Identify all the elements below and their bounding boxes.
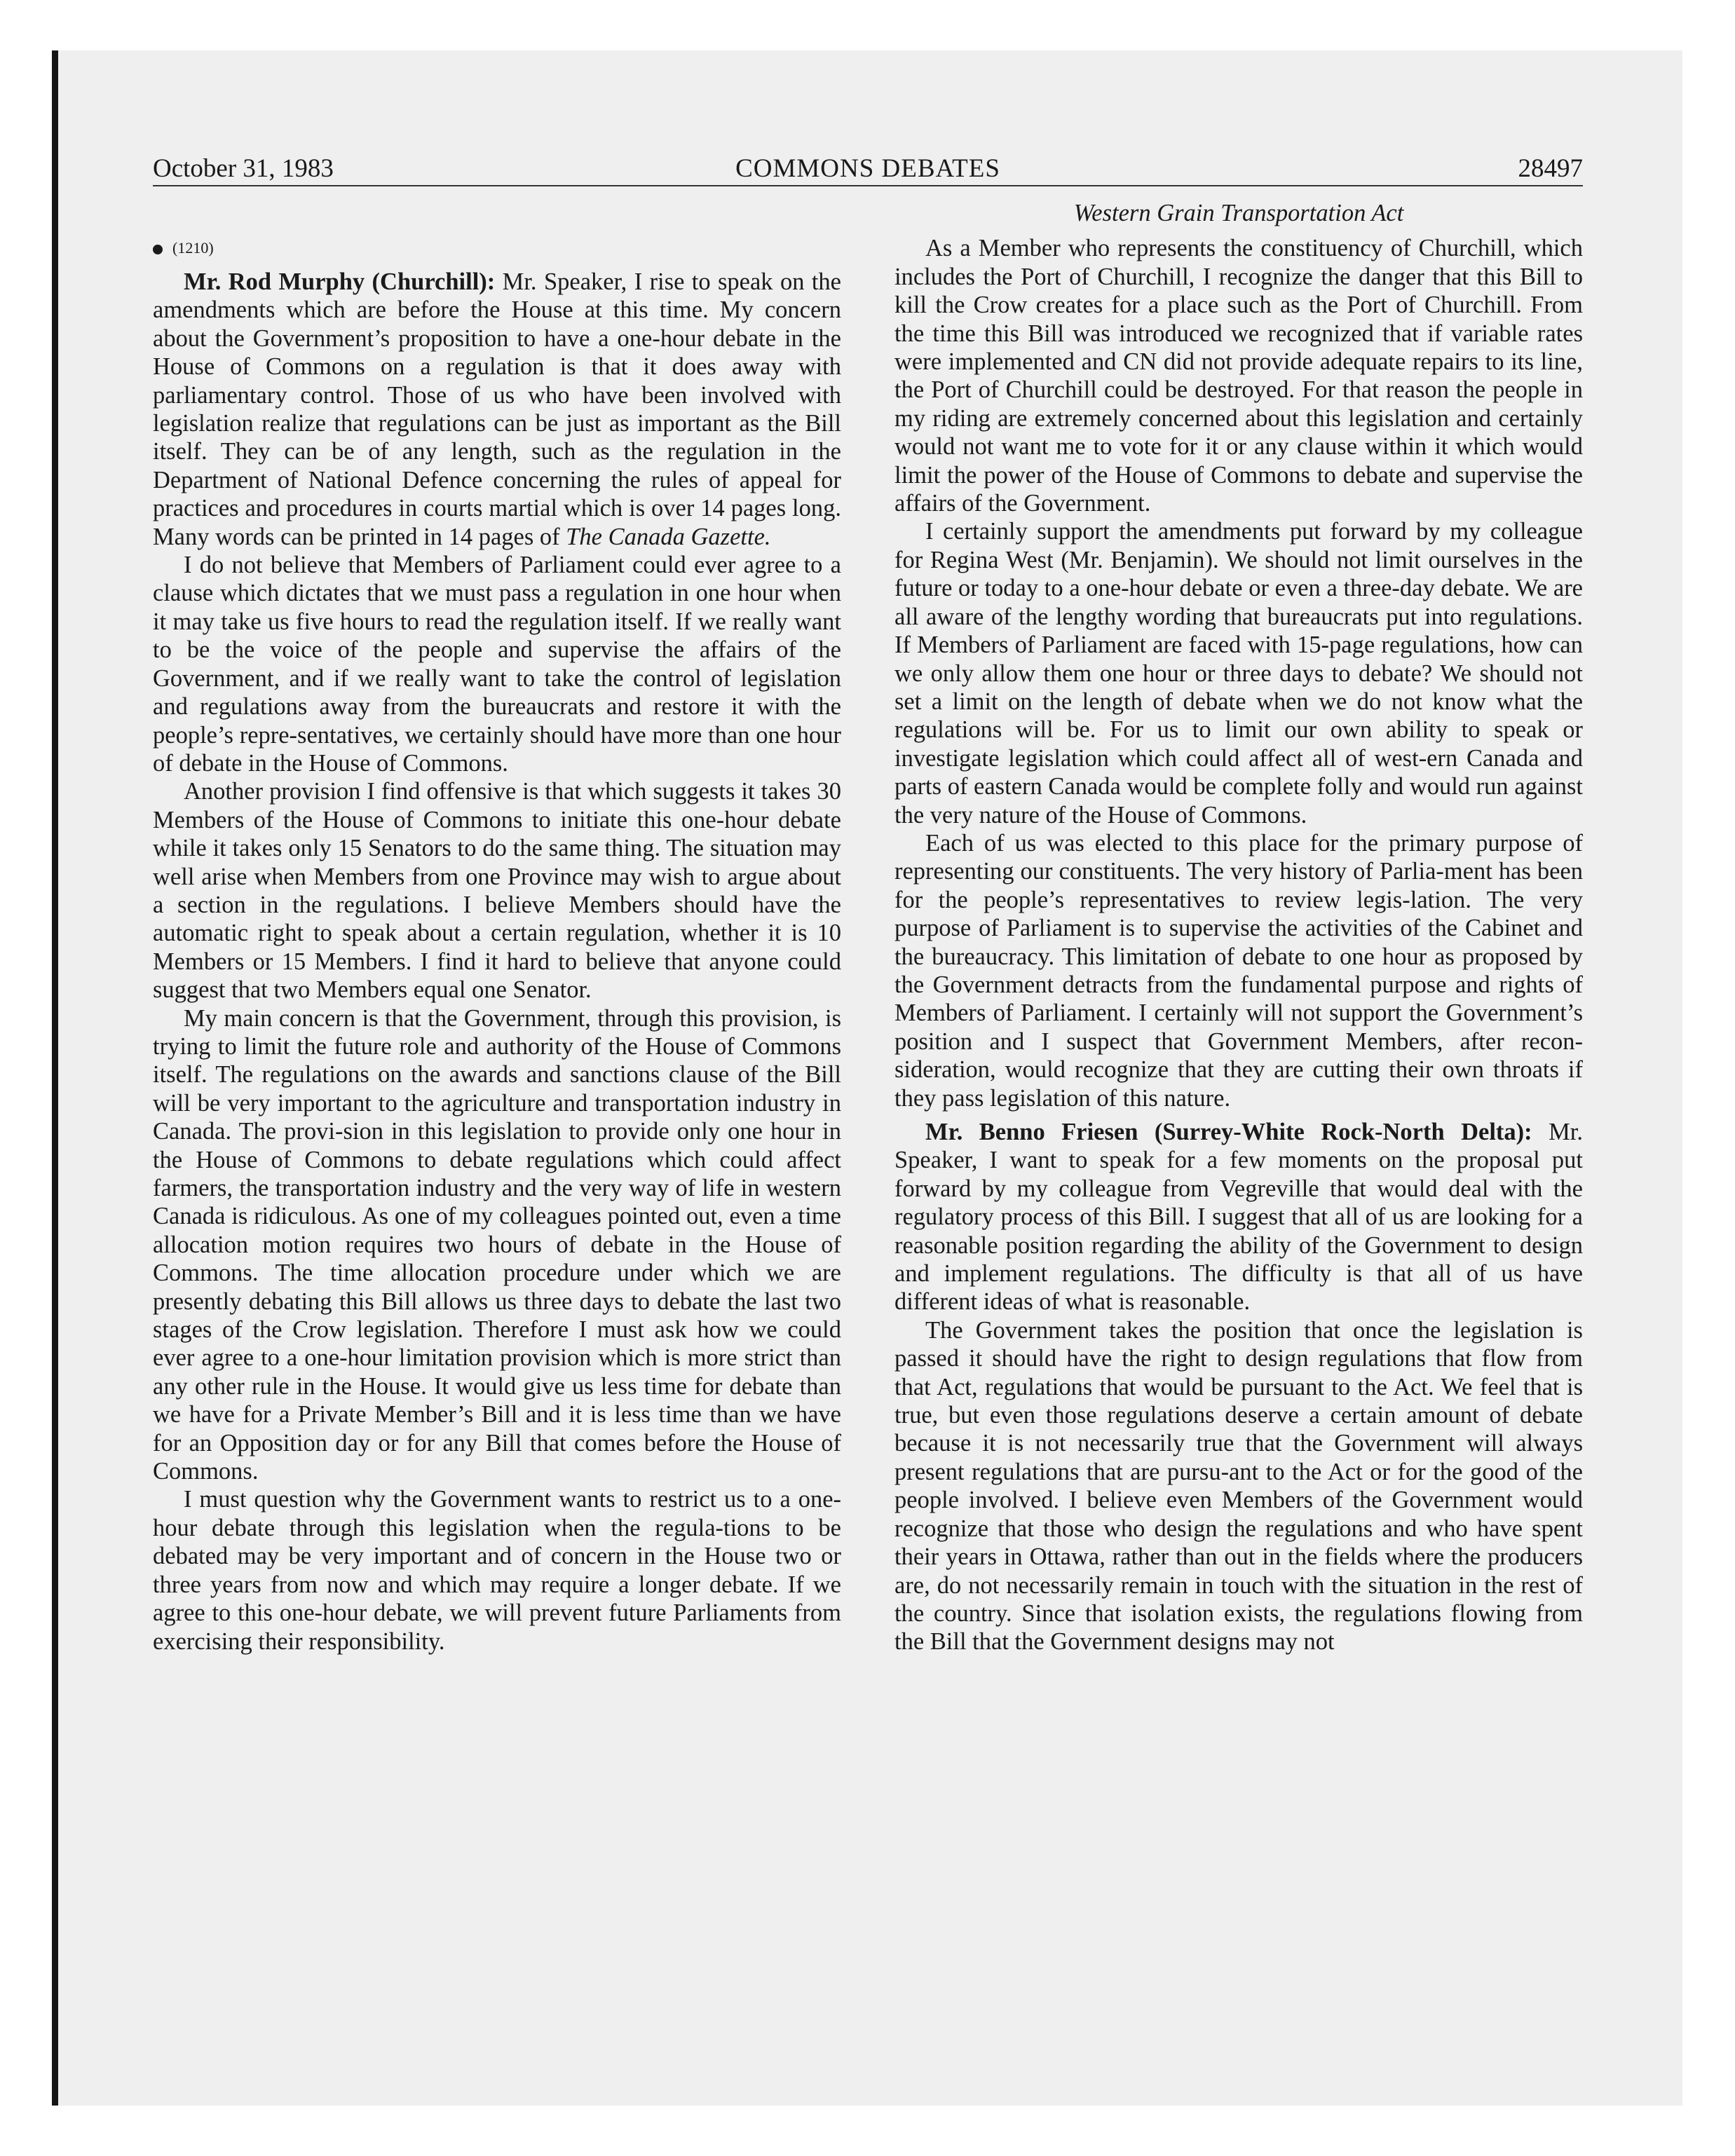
speech-paragraph: My main concern is that the Government, through this provision, is trying to limit the future role and authority of the House of Commons itself. The regulations on the awards and sanctions clause of the Bill will be very important to the agriculture and transportation industry in Canada. The provi-sion in this legislation to provide only one hour in the House of Commons to debate regulations which could affect farmers, the transportation industry and the very way of life in western Canada is ridiculous. As one of my colleagues pointed out, even a time allocation motion requires two hours of debate in the House of Commons. The time allocation procedure under which we are presently debating this Bill allows us three days to debate the last two stages of the Crow legislation. Therefore I must ask how we could ever agree to a one-hour limitation provision which is more strict than any other rule in the House. It would give us less time for debate than we have for a Private Member’s Bill and it is less time than we have for an Opposition day or for any Bill that comes before the House of Commons. — [153, 1004, 841, 1485]
left-column — [153, 199, 841, 1656]
paragraph-text: Mr. Speaker, I want to speak for a few moments on the proposal put forward by my colleague from Vegreville that would deal with the regulatory process of this Bill. I suggest that all of us are looking for a reasonable position regarding the ability of the Government to design and implement regulations. The difficulty is that all of us have different ideas of what is reasonable. — [894, 1119, 1583, 1316]
bullet-icon — [153, 245, 163, 254]
speaker-name: Mr. Benno Friesen (Surrey-White Rock-North Delta): — [925, 1119, 1532, 1145]
paragraph-text: Mr. Speaker, I rise to speak on the amendments which are before the House at this time. My concern about the Government’s proposition to have a one-hour debate in the House of Commons on a regulation is that it does away with parliamentary control. Those of us who have been involved with legislation realize that regulations can be just as important as the Bill itself. They can be of any length, such as the regulation in the Department of National Defence concerning the rules of appeal for practices and procedures in courts martial which is over 14 pages long. Many words can be printed in 14 pages of — [153, 268, 841, 550]
header-title: COMMONS DEBATES — [735, 154, 1000, 183]
speech-paragraph — [894, 1118, 1583, 1316]
scan-edge-bar — [52, 50, 58, 2106]
speech-paragraph: I must question why the Government wants to restrict us to a one-hour debate through this legislation when the regula-tions to be debated may be very important and of concern in the House two or three years from now and which may require a longer debate. If we agree to this one-hour debate, we will prevent future Parliaments from exercising their responsibility. — [153, 1486, 841, 1655]
speech-paragraph: Each of us was elected to this place for the primary purpose of representing our constituents. The very history of Parlia-ment has been for the people’s representatives to review legis-lation. The very purpose of Parliament is to supervise the activities of the Cabinet and the bureaucracy. This limitation of debate to one hour as proposed by the Government detracts from the fundamental purpose and rights of Members of Parliament. I certainly will not support the Government’s position and I suspect that Government Members, after recon-sideration, would recognize that they are cutting their own throats if they pass legislation of this nature. — [894, 829, 1583, 1112]
speech-paragraph: I do not believe that Members of Parliament could ever agree to a clause which dictates that we must pass a regulation in one hour when it may take us five hours to read the regulation itself. If we really want to be the voice of the people and supervise the affairs of the Government, and if we really want to take the control of legislation and regulations away from the bureaucrats and restore it with the people’s repre-sentatives, we certainly should have more than one hour of debate in the House of Commons. — [153, 552, 841, 777]
speech-paragraph: I certainly support the amendments put forward by my colleague for Regina West (Mr. Benjamin). We should not limit ourselves in the future or today to a one-hour debate or even a three-day debate. We are all aware of the lengthy wording that bureaucrats put into regulations. If Members of Parliament are faced with 15-page regulations, how can we only allow them one hour or three days to debate? We should not set a limit on the length of debate when we do not know what the regulations will be. For us to limit our own ability to speak or investigate legislation which could affect all of west-ern Canada and parts of eastern Canada would be complete folly and would run against the very nature of the House of Commons. — [894, 518, 1584, 828]
header-rule — [153, 185, 1583, 186]
speaker-name: Mr. Rod Murphy (Churchill): — [184, 268, 496, 295]
page-number: 28497 — [1518, 154, 1583, 183]
speech-paragraph: As a Member who represents the constituency of Churchill, which includes the Port of Churchill, I recognize the danger that this Bill to kill the Crow creates for a place such as the Port of Churchill. From the time this Bill was introduced we recognized that if variable rates were implemented and CN did not provide adequate repairs to its line, the Port of Churchill could be destroyed. For that reason the people in my riding are extremely concerned about this legislation and certainly would not want me to vote for it or any clause within it which would limit the power of the House of Commons to debate and supervise the affairs of the Government. — [894, 235, 1583, 517]
speech-paragraph — [153, 268, 841, 551]
time-marker — [153, 234, 841, 262]
speech-paragraph: Another provision I find offensive is that which suggests it takes 30 Members of the House of Commons to initiate this one-hour debate while it takes only 15 Senators to do the same thing. The situation may well arise when Members from one Province may wish to argue about a section in the regulations. I believe Members should have the automatic right to speak about a certain regulation, whether it is 10 Members or 15 Members. I find it hard to believe that anyone could suggest that two Members equal one Senator. — [153, 778, 841, 1004]
speech-paragraph: The Government takes the position that once the legislation is passed it should have the right to design regulations that flow from that Act, regulations that would be pursuant to the Act. We feel that is true, but even those regulations deserve a certain amount of debate because it is not necessarily true that the Government will always present regulations that are pursu-ant to the Act or for the good of the people involved. I believe even Members of the Government would recognize that those who design the regulations and who have spent their years in Ottawa, rather than out in the fields where the producers are, do not necessarily remain in touch with the situation in the rest of the country. Since that isolation exists, the regulations flowing from the Bill that the Government designs may not — [894, 1316, 1583, 1656]
time-marker-text: (1210) — [172, 239, 214, 257]
header-date: October 31, 1983 — [153, 154, 334, 183]
right-column — [894, 199, 1583, 1656]
running-head: Western Grain Transportation Act — [1073, 200, 1404, 226]
publication-title: The Canada Gazette. — [566, 523, 771, 550]
page-header — [153, 153, 1583, 185]
